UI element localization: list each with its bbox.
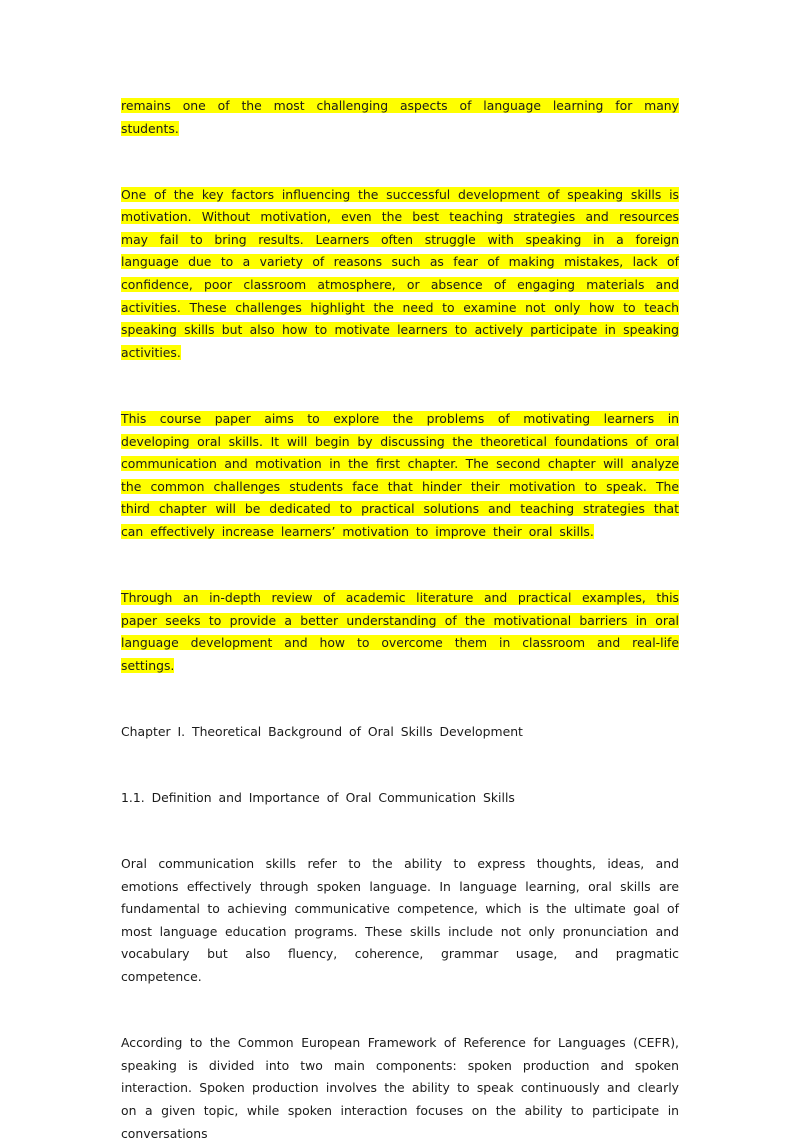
cefr-paragraph: According to the Common European Framework of Reference for Languages (CEFR), speaking is divided into two main components: spoken production and spoken interaction. Spoken production involves the ability to speak continuously and clearly on a given topic, while spoken interaction focuses on the ability to participate in conversations (121, 1035, 679, 1141)
intro-continuation-paragraph (121, 95, 679, 140)
highlighted-text: This course paper aims to explore the problems of motivating learners in developing oral skills. It will begin by discussing the theoretical foundations of oral communication and motivation in the first chapter. The second chapter will analyze the common challenges students face that hinder their motivation to speak. The third chapter will be dedicated to practical solutions and teaching strategies that can effectively increase learners’ motivation to improve their oral skills. (121, 410, 679, 539)
highlighted-text: remains one of the most challenging aspects of language learning for many students. (121, 98, 679, 136)
highlighted-text: One of the key factors influencing the successful development of speaking skills is motivation. Without motivation, even the best teaching strategies and resources may fail to bring results. Learners often struggle with speaking in a foreign language due to a variety of reasons such as fear of making mistakes, lack of confidence, poor classroom atmosphere, or absence of engaging materials and activities. These challenges highlight the need to examine not only how to teach speaking skills but also how to motivate learners to actively participate in speaking activities. (121, 186, 679, 360)
review-paragraph (121, 587, 679, 677)
chapter-heading: Chapter I. Theoretical Background of Oral Skills Development (121, 723, 523, 739)
definition-paragraph: Oral communication skills refer to the ability to express thoughts, ideas, and emotions effectively through spoken language. In language learning, oral skills are fundamental to achieving communicative competence, which is the ultimate goal of most language education programs. These skills include not only pronunciation and vocabulary but also fluency, coherence, grammar usage, and pragmatic competence. (121, 856, 679, 985)
motivation-paragraph (121, 184, 679, 365)
section-heading: 1.1. Definition and Importance of Oral Communication Skills (121, 789, 515, 805)
aims-paragraph (121, 408, 679, 544)
highlighted-text: Through an in-depth review of academic literature and practical examples, this paper seeks to provide a better understanding of the motivational barriers in oral language development and how to overcome them in classroom and real-life settings. (121, 590, 679, 673)
text-column (121, 95, 679, 1145)
